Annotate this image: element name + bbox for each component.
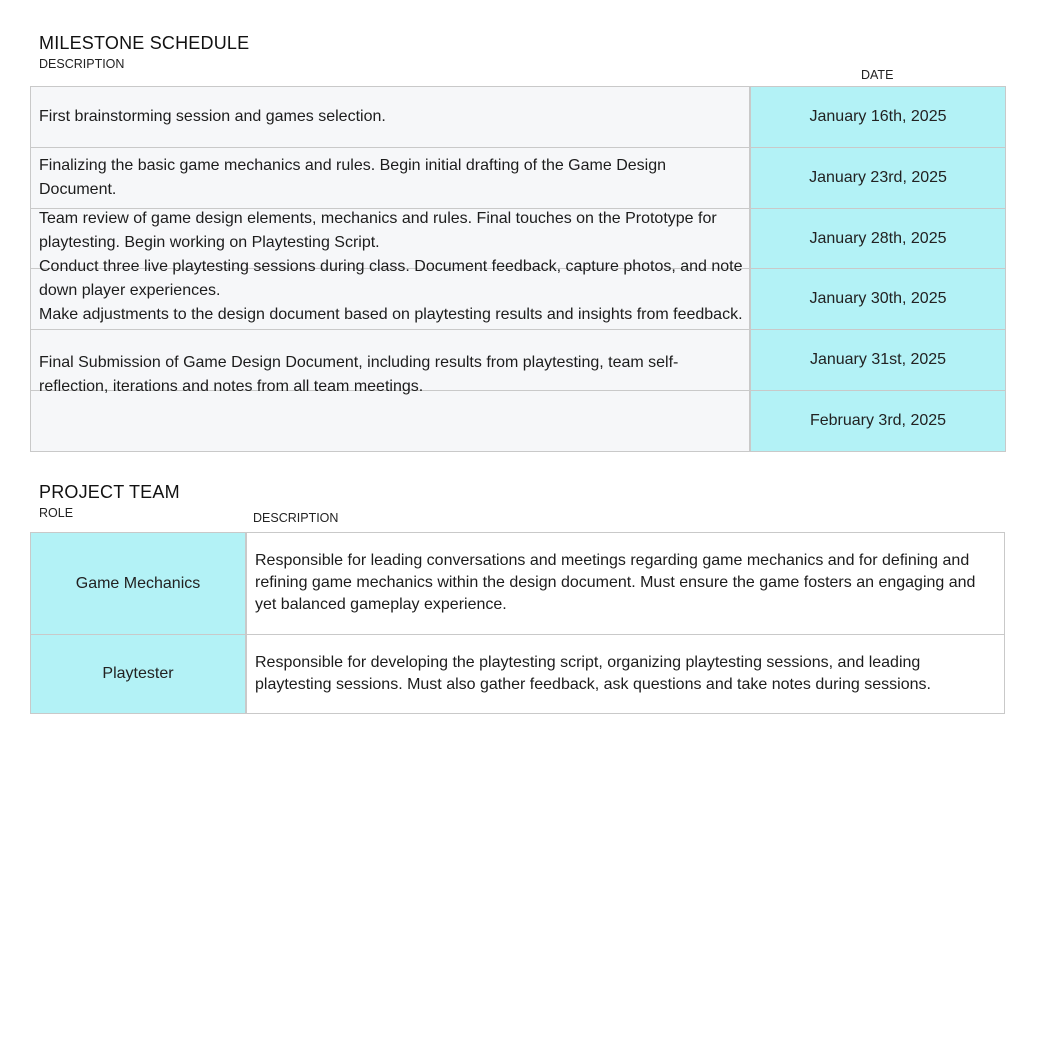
milestone-description: Final Submission of Game Design Document, including results from playtesting, team self-reflection, iterations and notes from all team meetings. [39, 354, 679, 395]
team-role-description: Responsible for leading conversations and meetings regarding game mechanics and for defining and refining game mechanics within the design document. Must ensure the game fosters an engaging and yet balanced gameplay experience. [246, 532, 1005, 635]
team-title: PROJECT TEAM [39, 482, 180, 502]
milestone-description: Team review of game design elements, mechanics and rules. Final touches on the Prototype for playtesting. Begin working on Playtesting Script. [39, 210, 717, 251]
milestone-description: Conduct three live playtesting sessions during class. Document feedback, capture photos, and note down player experiences. [39, 258, 743, 299]
milestone-desc-cell [30, 390, 750, 452]
milestone-date-header: DATE [861, 68, 894, 82]
milestone-date: January 30th, 2025 [750, 268, 1006, 330]
milestone-date: January 23rd, 2025 [750, 147, 1006, 209]
milestone-date: January 28th, 2025 [750, 208, 1006, 269]
milestone-date: January 31st, 2025 [750, 329, 1006, 391]
milestone-description: Make adjustments to the design document based on playtesting results and insights from feedback. [39, 306, 743, 323]
team-description-header: DESCRIPTION [253, 511, 339, 525]
team-role: Playtester [30, 634, 246, 714]
team-role-description: Responsible for developing the playtesting script, organizing playtesting sessions, and leading playtesting sessions. Must also gather feedback, ask questions and take notes during sessions. [246, 634, 1005, 714]
team-role: Game Mechanics [30, 532, 246, 635]
milestone-description: Finalizing the basic game mechanics and rules. Begin initial drafting of the Game Design Document. [39, 157, 666, 198]
milestone-title: MILESTONE SCHEDULE [39, 33, 250, 53]
milestone-date: February 3rd, 2025 [750, 390, 1006, 452]
milestone-description: First brainstorming session and games selection. [39, 108, 386, 125]
team-role-header: ROLE [39, 506, 74, 520]
milestone-date: January 16th, 2025 [750, 86, 1006, 148]
milestone-description-header: DESCRIPTION [39, 57, 125, 71]
